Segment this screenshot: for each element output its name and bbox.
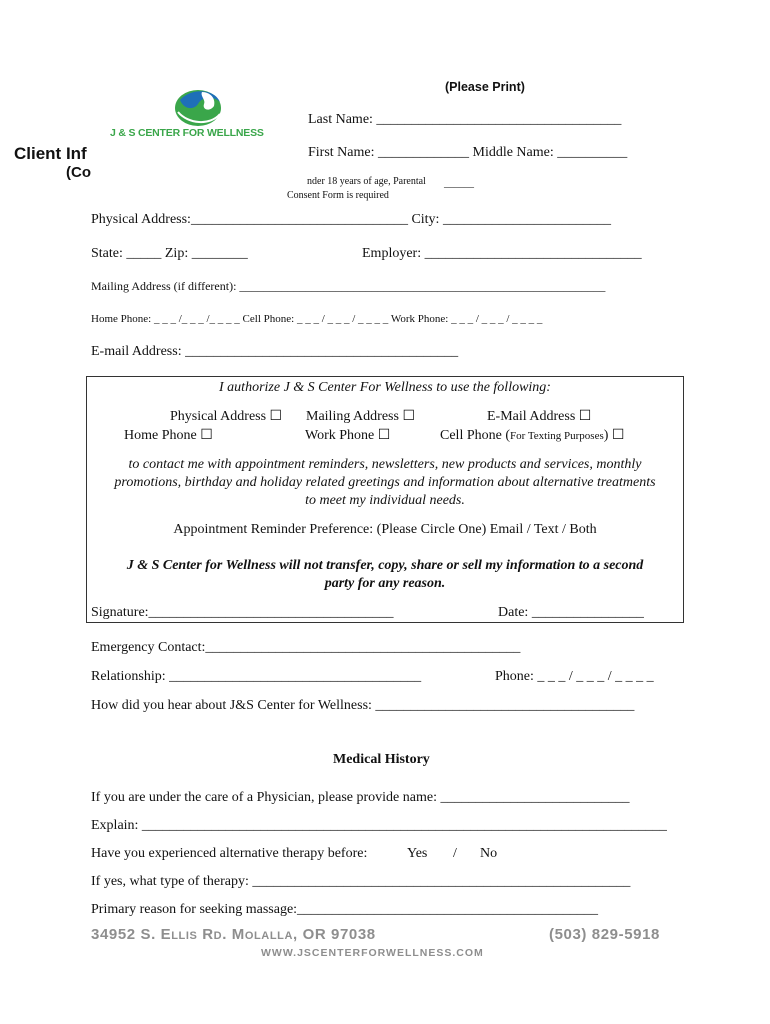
client-info-subtitle: (Co: [66, 164, 91, 181]
footer-address: 34952 S. Ellis Rd. Molalla, OR 97038: [91, 926, 376, 943]
consent-cell-phone-checkbox[interactable]: [440, 427, 624, 444]
last-name-field[interactable]: Last Name: ___________________________________: [308, 112, 622, 127]
primary-reason-field[interactable]: Primary reason for seeking massage:___________________________________________: [91, 902, 599, 917]
date-field[interactable]: Date: ________________: [498, 605, 644, 620]
consent-email-checkbox[interactable]: E-Mail Address ☐: [487, 409, 592, 424]
email-field[interactable]: E-mail Address: _______________________________________: [91, 344, 459, 359]
alternative-therapy-no-option[interactable]: No: [480, 846, 498, 861]
phone-numbers-field[interactable]: Home Phone: _ _ _ /_ _ _ /_ _ _ _ Cell Phone: _ _ _ / _ _ _ / _ _ _ _ Work Phone: _ _ _ / _ _ _ / _ _ _ _: [91, 313, 543, 325]
consent-physical-address-checkbox[interactable]: Physical Address ☐: [170, 409, 283, 424]
signature-field[interactable]: Signature:___________________________________: [91, 605, 394, 620]
texting-purposes-note: For Texting Purposes: [510, 430, 604, 442]
mailing-address-field[interactable]: Mailing Address (if different): _____________________________________________________________: [91, 279, 606, 293]
state-zip-field[interactable]: State: _____ Zip: ________: [91, 246, 248, 261]
medical-history-title: Medical History: [333, 752, 430, 767]
yes-no-separator: /: [453, 846, 457, 861]
first-middle-name-field[interactable]: First Name: _____________ Middle Name: __________: [308, 145, 628, 160]
logo-text: J & S CENTER FOR WELLNESS: [110, 127, 264, 139]
please-print-note: (Please Print): [445, 80, 525, 94]
relationship-field[interactable]: Relationship: ____________________________________: [91, 669, 422, 684]
reminder-preference[interactable]: Appointment Reminder Preference: (Please Circle One) Email / Text / Both: [173, 522, 597, 537]
consent-mailing-address-checkbox[interactable]: Mailing Address ☐: [306, 409, 415, 424]
footer-website[interactable]: WWW.JSCENTERFORWELLNESS.COM: [261, 947, 484, 959]
explain-field[interactable]: Explain: ___________________________________________________________________________: [91, 818, 667, 833]
physical-address-city-field[interactable]: Physical Address:_______________________________ City: ________________________: [91, 212, 611, 227]
privacy-statement-line-1: J & S Center for Wellness will not transfer, copy, share or sell my information to a second: [126, 558, 644, 573]
cell-phone-label: Cell Phone (: [440, 428, 510, 443]
employer-field[interactable]: Employer: _______________________________: [362, 246, 642, 261]
alternative-therapy-question: Have you experienced alternative therapy before:: [91, 846, 368, 861]
emergency-phone-field[interactable]: Phone: _ _ _ / _ _ _ / _ _ _ _: [495, 669, 654, 684]
cell-phone-checkbox-mark: ) ☐: [603, 428, 625, 443]
purpose-line-2: promotions, birthday and holiday related greetings and information about alternative treatments: [114, 475, 656, 490]
minor-consent-note-line1: nder 18 years of age, Parental: [307, 176, 426, 187]
purpose-line-1: to contact me with appointment reminders, newsletters, new products and services, monthly: [128, 457, 642, 472]
minor-consent-blank[interactable]: ______: [444, 178, 474, 189]
privacy-statement-line-2: party for any reason.: [324, 576, 446, 591]
therapy-type-field[interactable]: If yes, what type of therapy: ______________________________________________________: [91, 874, 631, 889]
emergency-contact-field[interactable]: Emergency Contact:_____________________________________________: [91, 640, 521, 655]
client-info-title: Client Inf: [14, 144, 87, 163]
consent-home-phone-checkbox[interactable]: Home Phone ☐: [124, 428, 213, 443]
alternative-therapy-yes-option[interactable]: Yes: [407, 846, 428, 861]
consent-work-phone-checkbox[interactable]: Work Phone ☐: [305, 428, 391, 443]
purpose-line-3: to meet my individual needs.: [305, 493, 465, 508]
footer-phone: (503) 829-5918: [549, 926, 660, 943]
physician-name-field[interactable]: If you are under the care of a Physician, please provide name: ___________________________: [91, 790, 630, 805]
company-logo: [110, 84, 290, 144]
authorization-heading: I authorize J & S Center For Wellness to use the following:: [219, 380, 551, 395]
minor-consent-note-line2: Consent Form is required: [287, 190, 389, 201]
referral-source-field[interactable]: How did you hear about J&S Center for Wellness: _____________________________________: [91, 698, 635, 713]
